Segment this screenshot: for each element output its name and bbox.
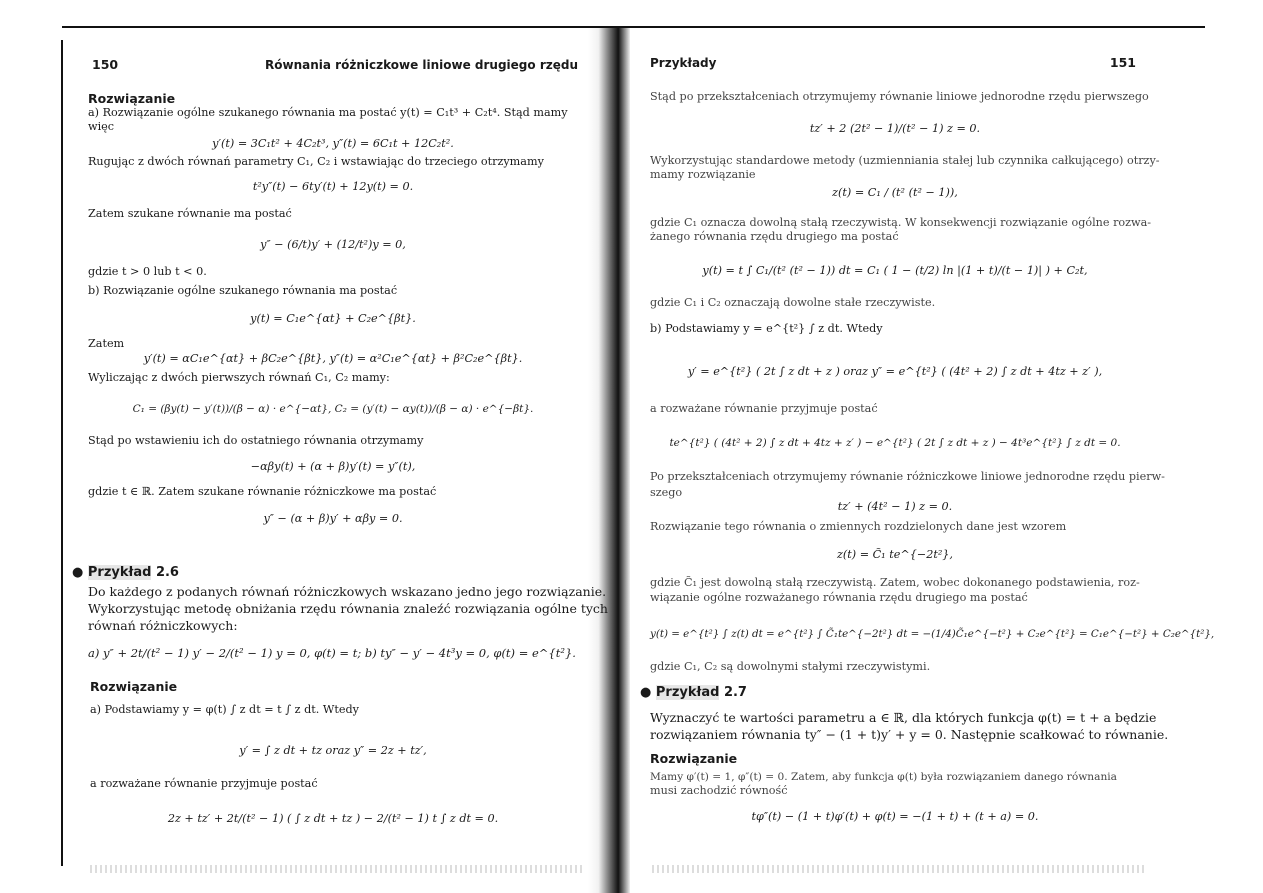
text-line: Wykorzystując standardowe metody (uzmienniania stałej lub czynnika całkującego) otrzy- — [650, 154, 1160, 167]
text-line: Wyznaczyć te wartości parametru a ∈ ℝ, dla których funkcja φ(t) = t + a będzie — [650, 710, 1157, 725]
scan-noise-left — [90, 865, 585, 873]
equation: y(t) = C₁e^{αt} + C₂e^{βt}. — [250, 312, 416, 325]
scan-noise-right — [652, 865, 1147, 873]
equation: z(t) = C̃₁ te^{−2t²}, — [837, 548, 953, 561]
equation: 2z + tz′ + 2t/(t² − 1) ( ∫ z dt + tz ) − 2/(t² − 1) t ∫ z dt = 0. — [167, 812, 499, 825]
example-label: Przykład — [87, 565, 152, 580]
section-heading: Rozwiązanie — [90, 679, 178, 694]
text-line: rozwiązaniem równania ty″ − (1 + t)y′ + y = 0. Następnie scałkować to równanie. — [650, 727, 1169, 742]
equation: t²y″(t) − 6ty′(t) + 12y(t) = 0. — [252, 180, 414, 193]
equation: C₁ = (βy(t) − y′(t))/(β − α) · e^{−αt}, C₂ = (y′(t) − αy(t))/(β − α) · e^{−βt}. — [132, 403, 534, 415]
example-number: 2.6 — [155, 565, 179, 580]
text-line: Stąd po wstawieniu ich do ostatniego równania otrzymamy — [88, 434, 424, 447]
equation: y(t) = e^{t²} ∫ z(t) dt = e^{t²} ∫ C̃₁te^{−2t²} dt = −(1/4)C̃₁e^{−t²} + C₂e^{t²} = C₁e^{−t²} + C₂e^{t²}, — [650, 628, 1215, 640]
equation: y′(t) = 3C₁t² + 4C₂t³, y″(t) = 6C₁t + 12C₂t². — [212, 137, 454, 150]
text-line: gdzie C₁, C₂ są dowolnymi stałymi rzeczywistymi. — [650, 660, 931, 673]
text-line: gdzie C̃₁ jest dowolną stałą rzeczywistą. Zatem, wobec dokonanego podstawienia, roz- — [650, 576, 1140, 589]
text-line: Stąd po przekształceniach otrzymujemy równanie liniowe jednorodne rzędu pierwszego — [650, 90, 1149, 103]
text-line: Zatem — [88, 337, 125, 350]
text-line: Rugując z dwóch równań parametry C₁, C₂ i wstawiając do trzeciego otrzymamy — [88, 155, 544, 168]
text-line: równań różniczkowych: — [88, 618, 238, 633]
text-line: gdzie C₁ oznacza dowolną stałą rzeczywistą. W konsekwencji rozwiązanie ogólne rozwa- — [650, 216, 1152, 229]
text-line: wiązanie ogólne rozważanego równania rzędu drugiego ma postać — [650, 591, 1028, 604]
example-heading — [72, 566, 179, 580]
text-line: Zatem szukane równanie ma postać — [88, 207, 292, 220]
bullet-icon: ● — [72, 565, 84, 580]
example-label: Przykład — [655, 685, 720, 700]
text-line: Rozwiązanie tego równania o zmiennych rozdzielonych dane jest wzorem — [650, 520, 1067, 533]
section-heading: Rozwiązanie — [650, 751, 738, 766]
text-line: musi zachodzić równość — [650, 784, 788, 797]
text-line: a rozważane równanie przyjmuje postać — [90, 777, 318, 790]
text-line: Mamy φ′(t) = 1, φ″(t) = 0. Zatem, aby funkcja φ(t) była rozwiązaniem danego równania — [650, 771, 1117, 783]
text-line: Do każdego z podanych równań różniczkowych wskazano jedno jego rozwiązanie. — [88, 584, 607, 599]
equation: y′ = ∫ z dt + tz oraz y″ = 2z + tz′, — [239, 744, 427, 757]
section-heading: Rozwiązanie — [88, 91, 176, 106]
text-line: mamy rozwiązanie — [650, 168, 756, 181]
equation: a) y″ + 2t/(t² − 1) y′ − 2/(t² − 1) y = 0, φ(t) = t; b) ty″ − y′ − 4t³y = 0, φ(t) = e^{t²}. — [88, 646, 576, 660]
equation: tφ″(t) − (1 + t)φ′(t) + φ(t) = −(1 + t) + (t + a) = 0. — [751, 810, 1039, 823]
equation: tz′ + (4t² − 1) z = 0. — [837, 500, 953, 513]
text-line: b) Podstawiamy y = e^{t²} ∫ z dt. Wtedy — [650, 322, 883, 335]
equation: tz′ + 2 (2t² − 1)/(t² − 1) z = 0. — [809, 122, 981, 135]
text-line: a) Rozwiązanie ogólne szukanego równania ma postać y(t) = C₁t³ + C₂t⁴. Stąd mamy — [88, 106, 568, 119]
text-line: a rozważane równanie przyjmuje postać — [650, 402, 878, 415]
equation: y(t) = t ∫ C₁/(t² (t² − 1)) dt = C₁ ( 1 − (t/2) ln |(1 + t)/(t − 1)| ) + C₂t, — [702, 264, 1088, 277]
equation: y′ = e^{t²} ( 2t ∫ z dt + z ) oraz y″ = e^{t²} ( (4t² + 2) ∫ z dt + 4tz + z′ ), — [687, 365, 1103, 378]
running-head: Równania różniczkowe liniowe drugiego rzędu — [265, 58, 578, 72]
text-line: więc — [88, 120, 115, 133]
equation: −αβy(t) + (α + β)y′(t) = y″(t), — [250, 460, 416, 473]
equation: y″ − (α + β)y′ + αβy = 0. — [263, 512, 403, 525]
example-number: 2.7 — [723, 685, 747, 700]
equation: y″ − (6/t)y′ + (12/t²)y = 0, — [260, 238, 406, 251]
text-line: gdzie t > 0 lub t < 0. — [88, 265, 207, 278]
text-line: a) Podstawiamy y = φ(t) ∫ z dt = t ∫ z dt. Wtedy — [90, 703, 359, 716]
left-margin-rule — [61, 40, 63, 866]
equation: y′(t) = αC₁e^{αt} + βC₂e^{βt}, y″(t) = α²C₁e^{αt} + β²C₂e^{βt}. — [143, 352, 523, 365]
text-line: Po przekształceniach otrzymujemy równanie różniczkowe liniowe jednorodne rzędu pierw- — [650, 470, 1165, 483]
top-rule — [62, 26, 1205, 28]
text-line: Wyliczając z dwóch pierwszych równań C₁, C₂ mamy: — [88, 371, 390, 384]
book-gutter — [588, 28, 630, 893]
running-head: Przykłady — [650, 56, 717, 70]
bullet-icon: ● — [640, 685, 652, 700]
page-number: 151 — [1109, 55, 1136, 70]
equation: z(t) = C₁ / (t² (t² − 1)), — [832, 186, 958, 199]
text-line: b) Rozwiązanie ogólne szukanego równania ma postać — [88, 284, 398, 297]
text-line: Wykorzystując metodę obniżania rzędu równania znaleźć rozwiązania ogólne tych — [88, 601, 608, 616]
page-number: 150 — [92, 57, 119, 72]
text-line: gdzie t ∈ ℝ. Zatem szukane równanie różniczkowe ma postać — [88, 485, 437, 498]
text-line: gdzie C₁ i C₂ oznaczają dowolne stałe rzeczywiste. — [650, 296, 936, 309]
example-heading — [640, 686, 747, 700]
equation: te^{t²} ( (4t² + 2) ∫ z dt + 4tz + z′ ) − e^{t²} ( 2t ∫ z dt + z ) − 4t³e^{t²} ∫ z dt = 0. — [669, 437, 1121, 449]
text-line: żanego równania rzędu drugiego ma postać — [650, 230, 899, 243]
text-line: szego — [650, 486, 683, 499]
